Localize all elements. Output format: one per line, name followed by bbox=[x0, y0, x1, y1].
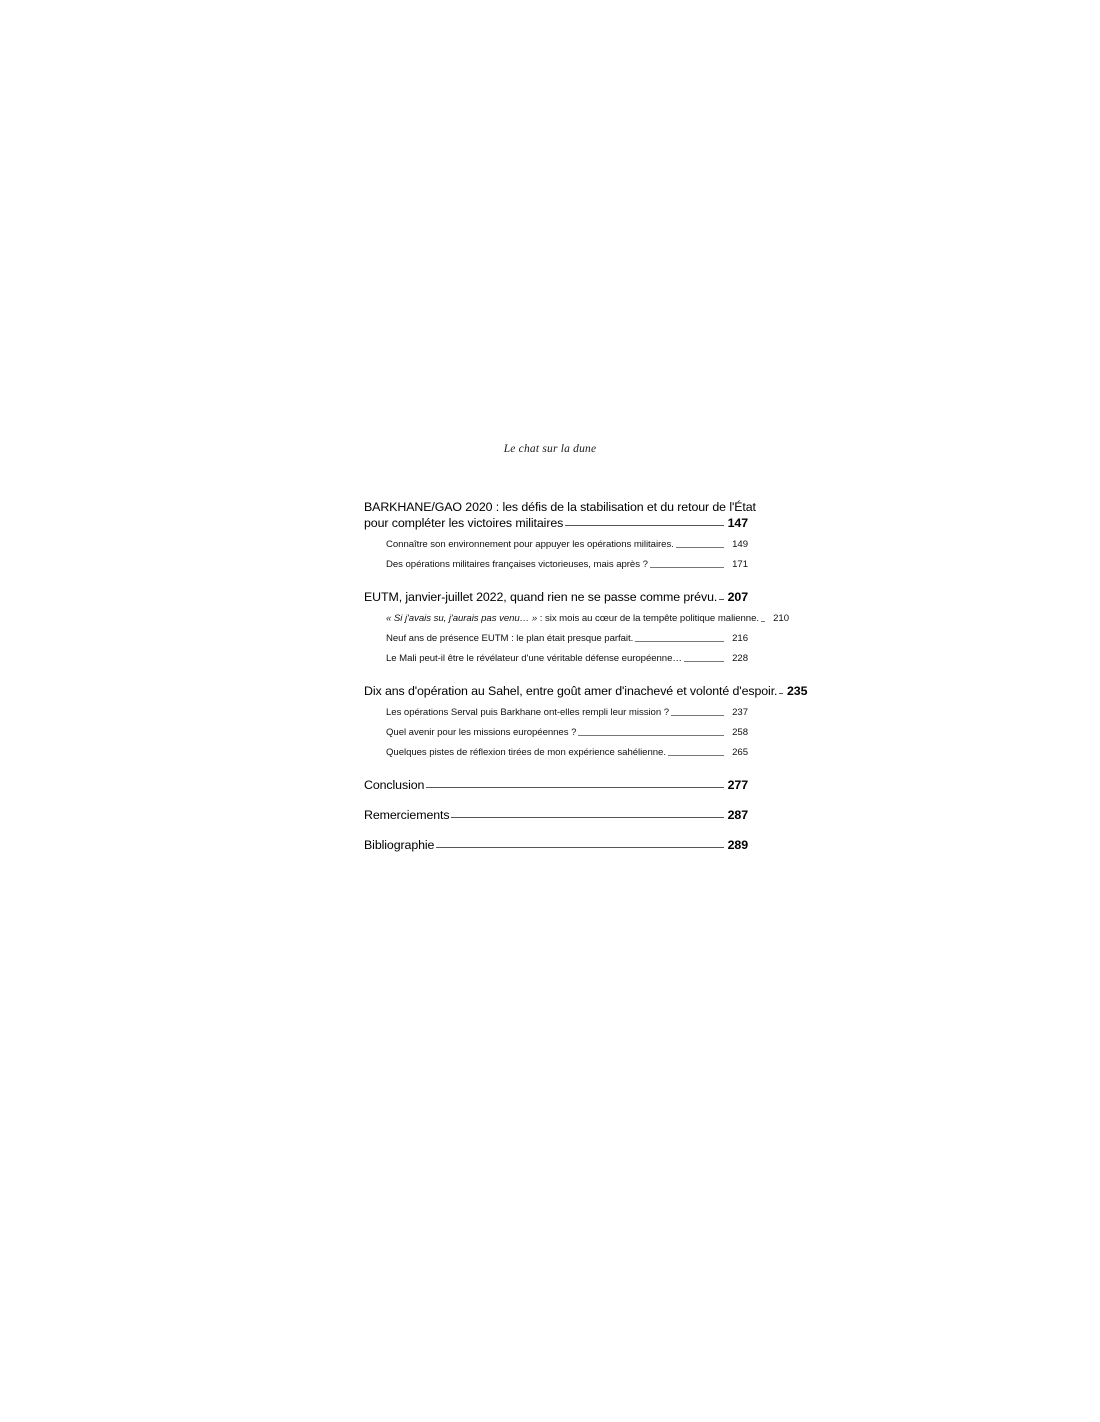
leader-dots bbox=[451, 816, 724, 818]
toc-entry-chapter[interactable] bbox=[364, 808, 748, 822]
toc-entry-title-rest: : six mois au cœur de la tempête politique malienne. bbox=[537, 613, 759, 624]
toc-entry-chapter[interactable] bbox=[364, 590, 748, 604]
toc-entry-title: Des opérations militaires françaises victorieuses, mais après ? bbox=[386, 559, 648, 570]
leader-dots bbox=[719, 598, 724, 600]
toc-entry-section[interactable] bbox=[364, 653, 748, 664]
toc-entry-page: 258 bbox=[732, 727, 748, 738]
toc-entry-title: EUTM, janvier-juillet 2022, quand rien ne se passe comme prévu. bbox=[364, 590, 718, 604]
spacer bbox=[364, 664, 748, 684]
toc-entry-page: 207 bbox=[727, 590, 748, 604]
toc-entry-section[interactable] bbox=[364, 633, 748, 644]
toc-entry-title: Neuf ans de présence EUTM : le plan était presque parfait. bbox=[386, 633, 634, 644]
running-head: Le chat sur la dune bbox=[503, 443, 597, 455]
spacer bbox=[364, 792, 748, 808]
toc-entry-section[interactable] bbox=[364, 539, 748, 550]
leader-dots bbox=[436, 846, 724, 848]
toc-entry-title: Le Mali peut-il être le révélateur d'une véritable défense européenne… bbox=[386, 653, 682, 664]
toc-entry-page: 210 bbox=[773, 613, 789, 624]
toc-entry-chapter[interactable] bbox=[364, 778, 748, 792]
toc-entry-chapter[interactable] bbox=[364, 500, 756, 530]
toc-entry-page: 228 bbox=[732, 653, 748, 664]
toc-entry-section[interactable] bbox=[364, 707, 748, 718]
leader-dots bbox=[671, 714, 724, 716]
toc-entry-section[interactable] bbox=[364, 747, 748, 758]
toc-entry-page: 147 bbox=[727, 516, 748, 530]
toc-entry-chapter[interactable] bbox=[364, 684, 808, 698]
toc-entry-page: 289 bbox=[727, 838, 748, 852]
table-of-contents bbox=[364, 500, 808, 852]
toc-entry-chapter[interactable] bbox=[364, 838, 748, 852]
toc-entry-title-italic: « Si j'avais su, j'aurais pas venu… » bbox=[386, 613, 538, 624]
toc-entry-title: Dix ans d'opération au Sahel, entre goût amer d'inachevé et volonté d'espoir. bbox=[364, 684, 778, 698]
leader-dots bbox=[761, 620, 765, 622]
toc-entry-page: 216 bbox=[732, 633, 748, 644]
leader-dots bbox=[426, 786, 724, 788]
toc-entry-title: Les opérations Serval puis Barkhane ont-elles rempli leur mission ? bbox=[386, 707, 670, 718]
toc-entry-page: 171 bbox=[732, 559, 748, 570]
toc-entry-title: Bibliographie bbox=[364, 838, 435, 852]
leader-dots bbox=[676, 546, 724, 548]
toc-entry-title bbox=[386, 613, 759, 624]
leader-dots bbox=[578, 734, 724, 736]
toc-entry-page: 237 bbox=[732, 707, 748, 718]
toc-entry-page: 235 bbox=[787, 684, 808, 698]
leader-dots bbox=[565, 524, 724, 526]
toc-entry-title: Conclusion bbox=[364, 778, 425, 792]
toc-entry-section[interactable] bbox=[364, 559, 748, 570]
toc-entry-section[interactable] bbox=[364, 727, 748, 738]
leader-dots bbox=[684, 660, 724, 662]
spacer bbox=[364, 570, 748, 590]
toc-entry-title: Quelques pistes de réflexion tirées de mon expérience sahélienne. bbox=[386, 747, 666, 758]
leader-dots bbox=[635, 640, 724, 642]
toc-entry-title: Connaître son environnement pour appuyer les opérations militaires. bbox=[386, 539, 674, 550]
leader-dots bbox=[779, 692, 783, 694]
leader-dots bbox=[668, 754, 724, 756]
toc-entry-page: 265 bbox=[732, 747, 748, 758]
toc-entry-row[interactable] bbox=[364, 516, 748, 530]
toc-entry-page: 149 bbox=[732, 539, 748, 550]
spacer bbox=[364, 822, 748, 838]
toc-entry-section[interactable] bbox=[364, 613, 789, 624]
toc-entry-title: Quel avenir pour les missions européennes ? bbox=[386, 727, 577, 738]
toc-entry-title: Remerciements bbox=[364, 808, 450, 822]
spacer bbox=[364, 758, 748, 778]
toc-entry-page: 287 bbox=[727, 808, 748, 822]
toc-entry-page: 277 bbox=[727, 778, 748, 792]
leader-dots bbox=[650, 566, 724, 568]
toc-entry-title-line: pour compléter les victoires militaires bbox=[364, 516, 564, 530]
toc-entry-title-line: BARKHANE/GAO 2020 : les défis de la stabilisation et du retour de l'État bbox=[364, 500, 756, 514]
